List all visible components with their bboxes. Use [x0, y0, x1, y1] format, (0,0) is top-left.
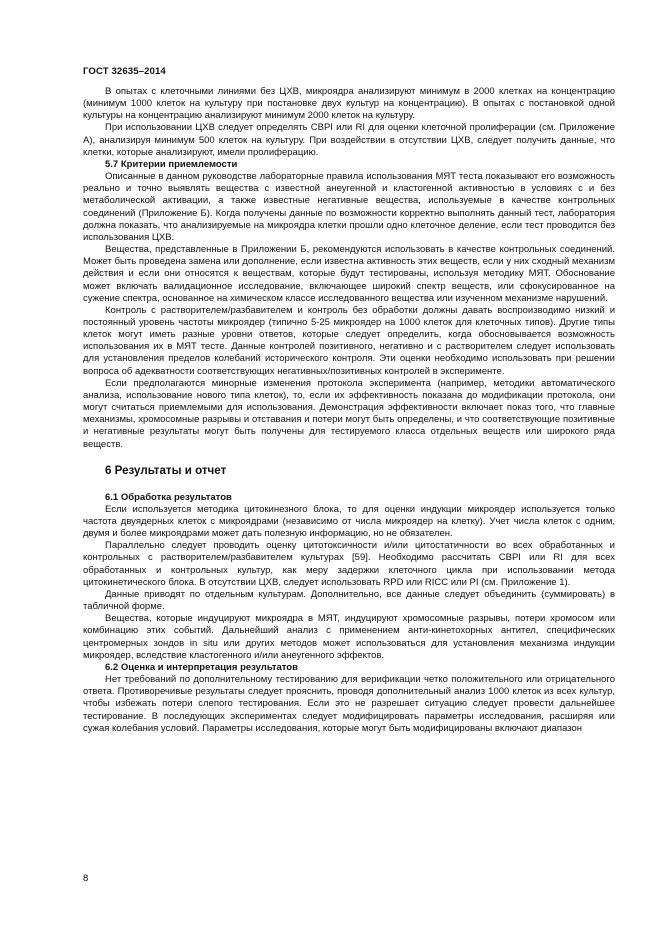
- paragraph: Вещества, представленные в Приложении Б, рекомендуются использовать в качестве контрольных соединений. Может быть проведена замена или дополнение, если известна активность этих веществ, если у них сходный механизм действия и если они относятся к веществам, которые будут тестированы, используя методику МЯТ. Обоснование может включать валидационное исследование, включающее широкий спектр веществ, или сфокусированное на сужение спектра, основанное на химическом классе исследованного вещества или изученном механизме нарушений.: [83, 244, 615, 304]
- section-heading: 5.7 Критерии приемлемости: [105, 158, 238, 170]
- paragraph: Вещества, которые индуцируют микроядра в МЯТ, индуцируют хромосомные разрывы, потери хромосом или комбинацию этих событий. Дальнейший анализ с применением анти-кинетохорных антител, специфических центромерных зондов in situ или других методов может использоваться для установления механизма индукции микроядер, вследствие кластогенного и/или анеугенного эффектов.: [83, 613, 615, 661]
- standard-header: ГОСТ 32635–2014: [83, 66, 166, 77]
- paragraph: Контроль с растворителем/разбавителем и контроль без обработки должны давать воспроизводимо низкий и постоянный уровень частоты микроядер (типично 5-25 микроядер на 1000 клеток для клеточных типов). Другие типы клеток могут иметь разные уровни ответов, которые следует определить, когда обосновывается возможность использования их в МЯТ тесте. Данные контролей позитивного, негативно и с растворителем следует использовать для установления пределов колебаний исторического контроля. Эти оценки необходимо использовать при решении вопроса об адекватности соответствующих негативных/позитивных контролей в эксперименте.: [83, 304, 615, 377]
- paragraph: Данные приводят по отдельным культурам. Дополнительно, все данные следует объединить (суммировать) в табличной форме.: [83, 588, 615, 613]
- page-number: 8: [83, 873, 89, 884]
- document-body: [83, 86, 615, 735]
- paragraph: Параллельно следует проводить оценку цитотоксичности и/или цитостатичности во всех обработанных и контрольных с растворителем/разбавителем культурах [59]. Необходимо рассчитать CBPI или RI для всех обработанных и контрольных культур, как меру задержки клеточного цикла при использовании метода цитокинетического блока. В отсутствии ЦХВ, следует использовать RPD или RICC или PI (см. Приложение 1).: [83, 540, 615, 588]
- paragraph: При использовании ЦХВ следует определять CBPI или RI для оценки клеточной пролиферации (см. Приложение А), анализируя минимум 500 клеток на культуру. При воздействии в отсутствии ЦХВ, следует получить данные, что клетки, которые анализируют, имели пролиферацию.: [83, 122, 615, 158]
- paragraph: Если предполагаются минорные изменения протокола эксперимента (например, методики автоматического анализа, использование нового типа клеток), то, если их эффективность показана до модификации протокола, они могут считаться приемлемыми для использования. Демонстрация эффективности включает показ того, что главные механизмы, хромосомные разрывы и отставания и потери могут быть определены, и что соответствующие позитивные и негативные результаты могут быть получены для тестируемого класса отдельных веществ или широкого ряда веществ.: [83, 377, 615, 450]
- paragraph: Описанные в данном руководстве лабораторные правила использования МЯТ теста показывают его возможность реально и точно выявлять вещества с известной анеугенной и кластогенной активностью в условиях с и без метаболической активации, а также известные негативные вещества, используемые в качестве контрольных соединений (Приложение Б). Когда получены данные по возможности корректно выполнять данный тест, лаборатория должна показать, что анализируемые на микроядра клетки прошли одно клеточное деление, если тест проводится без использования ЦХВ.: [83, 171, 615, 243]
- paragraph: В опытах с клеточными линиями без ЦХВ, микроядра анализируют минимум в 2000 клетках на концентрацию (минимум 1000 клеток на культуру при постановке двух культур на концентрацию). В опытах с постановкой одной культуры на концентрацию анализируют минимум 2000 клеток на культуру.: [83, 86, 615, 122]
- section-heading: 6.1 Обработка результатов: [105, 491, 232, 503]
- paragraph: Если используется методика цитокинезного блока, то для оценки индукции микроядер используется только частота двуядерных клеток с микроядрами (независимо от числа микроядер на клетку). Учет числа клеток с одним, двумя и более микроядрами может дать полезную информацию, но не обязателен.: [83, 503, 615, 540]
- section-heading: 6 Результаты и отчет: [105, 463, 227, 477]
- paragraph: Нет требований по дополнительному тестированию для верификации четко положительного или отрицательного ответа. Противоречивые результаты следует прояснить, проводя дополнительный анализ 1000 клеток из всех культур, чтобы избежать потери слепого тестирования. Если это не разрешает ситуацию следует провести дальнейшее тестирование. В последующих экспериментах следует модифицировать параметры исследования, расширяя или сужая колебания условий. Параметры исследования, которые могут быть модифицированы включают диапазон: [83, 674, 615, 734]
- section-heading: 6.2 Оценка и интерпретация результатов: [105, 661, 298, 673]
